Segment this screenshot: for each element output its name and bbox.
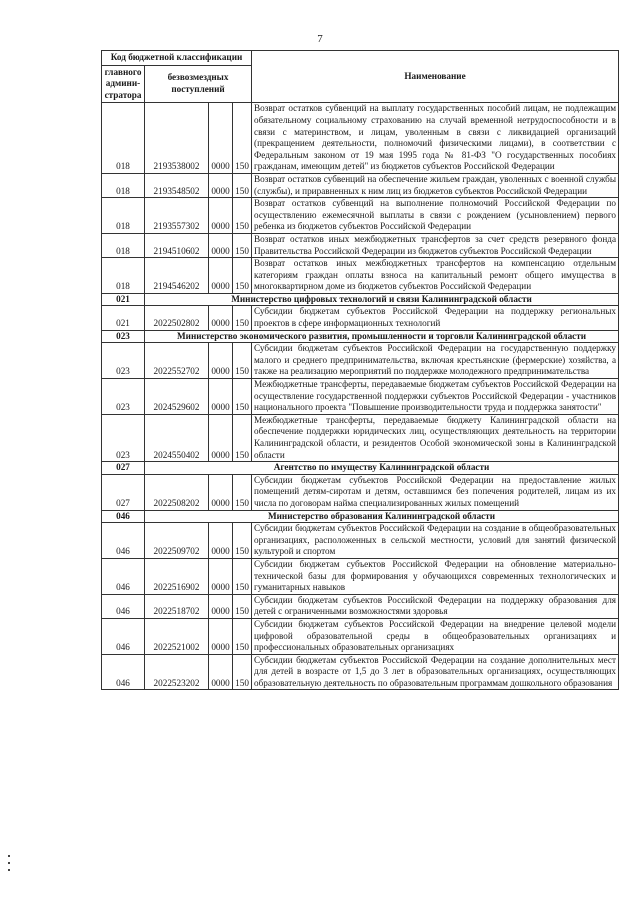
section-title: Агентство по имуществу Калининградской области: [145, 462, 619, 475]
admin-code: 018: [102, 258, 145, 294]
receipt-code: 2022518702: [145, 594, 209, 618]
kosgu-code: 150: [233, 258, 252, 294]
item-name: Возврат остатков иных межбюджетных трансфертов за счет средств резервного фонда Правительства Российской Федерации из бюджетов субъектов Российской Федерации: [252, 233, 619, 257]
section-title: Министерство экономического развития, промышленности и торговли Калининградской области: [145, 330, 619, 343]
program-code: 0000: [209, 474, 233, 510]
admin-code: 023: [102, 414, 145, 461]
kosgu-code: 150: [233, 474, 252, 510]
kosgu-code: 150: [233, 173, 252, 197]
admin-code: 046: [102, 594, 145, 618]
program-code: 0000: [209, 414, 233, 461]
program-code: 0000: [209, 594, 233, 618]
receipt-code: 2022508202: [145, 474, 209, 510]
item-name: Субсидии бюджетам субъектов Российской Федерации на создание дополнительных мест для детей в возрасте от 1,5 до 3 лет в образовательных организациях, осуществляющих образовательную деятельность по образовательным программам дошкольного образования: [252, 654, 619, 690]
item-name: Межбюджетные трансферты, передаваемые бюджетам субъектов Российской Федерации на осуществление государственной поддержки субъектов Российской Федерации - участников национального проекта "Повышение производительности труда и поддержка занятости": [252, 379, 619, 415]
program-code: 0000: [209, 306, 233, 330]
admin-code: 018: [102, 233, 145, 257]
item-name: Возврат остатков субвенций на выплату государственных пособий лицам, не подлежащим обязательному социальному страхованию на случай временной нетрудоспособности и в связи с материнством, и лицам, уволенным в связи с ликвидацией организаций (прекращением деятельности, полномочий физическими лицами), в соответствии с Федеральным законом от 19 мая 1995 года № 81-ФЗ "О государственных пособиях гражданам, имеющим детей" из бюджетов субъектов Российской Федерации: [252, 103, 619, 174]
kosgu-code: 150: [233, 306, 252, 330]
kosgu-code: 150: [233, 103, 252, 174]
item-name: Субсидии бюджетам субъектов Российской Федерации на государственную поддержку малого и среднего предпринимательства, включая крестьянские (фермерские) хозяйства, а также на реализацию мероприятий по поддержке молодежного предпринимательства: [252, 343, 619, 379]
item-name: Субсидии бюджетам субъектов Российской Федерации на внедрение целевой модели цифровой образовательной среды в общеобразовательных организациях и профессиональных образовательных организациях: [252, 618, 619, 654]
receipt-code: 2022502802: [145, 306, 209, 330]
admin-code: 018: [102, 103, 145, 174]
header-name: Наименование: [252, 51, 619, 103]
receipt-code: 2024550402: [145, 414, 209, 461]
table-row: [102, 306, 619, 330]
table-row: [102, 343, 619, 379]
kosgu-code: 150: [233, 198, 252, 234]
section-row: [102, 510, 619, 523]
admin-code: 023: [102, 330, 145, 343]
receipt-code: 2022509702: [145, 523, 209, 559]
admin-code: 018: [102, 173, 145, 197]
header-admin: главного админи-стратора: [102, 65, 145, 103]
program-code: 0000: [209, 523, 233, 559]
kosgu-code: 150: [233, 558, 252, 594]
table-row: [102, 654, 619, 690]
receipt-code: 2022523202: [145, 654, 209, 690]
program-code: 0000: [209, 258, 233, 294]
program-code: 0000: [209, 654, 233, 690]
table-row: [102, 414, 619, 461]
item-name: Возврат остатков субвенций на выполнение полномочий Российской Федерации по осуществлению ежемесячной выплаты в связи с рождением (усыновлением) первого ребенка из бюджетов субъектов Российской Федерации: [252, 198, 619, 234]
kosgu-code: 150: [233, 343, 252, 379]
header-receipts: безвозмездных поступлений: [145, 65, 252, 103]
admin-code: 046: [102, 654, 145, 690]
admin-code: 046: [102, 510, 145, 523]
section-title: Министерство образования Калининградской области: [145, 510, 619, 523]
table-row: [102, 198, 619, 234]
kosgu-code: 150: [233, 594, 252, 618]
admin-code: 027: [102, 462, 145, 475]
item-name: Субсидии бюджетам субъектов Российской Федерации на обновление материально-технической базы для формирования у обучающихся современных технологических и гуманитарных навыков: [252, 558, 619, 594]
admin-code: 023: [102, 343, 145, 379]
item-name: Возврат остатков иных межбюджетных трансфертов на компенсацию отдельным категориям граждан оплаты взноса на капитальный ремонт общего имущества в многоквартирном доме из бюджетов субъектов Российской Федерации: [252, 258, 619, 294]
section-title: Министерство цифровых технологий и связи Калининградской области: [145, 293, 619, 306]
kosgu-code: 150: [233, 414, 252, 461]
receipt-code: 2194546202: [145, 258, 209, 294]
kosgu-code: 150: [233, 379, 252, 415]
table-body: [102, 103, 619, 690]
table-row: [102, 594, 619, 618]
table-row: [102, 523, 619, 559]
program-code: 0000: [209, 618, 233, 654]
admin-code: 018: [102, 198, 145, 234]
admin-code: 027: [102, 474, 145, 510]
kosgu-code: 150: [233, 618, 252, 654]
program-code: 0000: [209, 558, 233, 594]
program-code: 0000: [209, 343, 233, 379]
section-row: [102, 462, 619, 475]
table-row: [102, 233, 619, 257]
kosgu-code: 150: [233, 523, 252, 559]
admin-code: 046: [102, 618, 145, 654]
table-row: [102, 618, 619, 654]
header-row-top: [102, 51, 619, 66]
item-name: Межбюджетные трансферты, передаваемые бюджету Калининградской области на обеспечение поддержки юридических лиц, осуществляющих деятельность на территории Калининградской области, и резидентов Особой экономической зоны в Калининградской области: [252, 414, 619, 461]
item-name: Возврат остатков субвенций на обеспечение жильем граждан, уволенных с военной службы (службы), и приравненных к ним лиц из бюджетов субъектов Российской Федерации: [252, 173, 619, 197]
header-group-label: Код бюджетной классификации: [102, 51, 252, 66]
receipt-code: 2022552702: [145, 343, 209, 379]
admin-code: 046: [102, 558, 145, 594]
item-name: Субсидии бюджетам субъектов Российской Федерации на поддержку региональных проектов в сфере информационных технологий: [252, 306, 619, 330]
admin-code: 023: [102, 379, 145, 415]
table-row: [102, 379, 619, 415]
admin-code: 021: [102, 293, 145, 306]
receipt-code: 2193538002: [145, 103, 209, 174]
program-code: 0000: [209, 379, 233, 415]
item-name: Субсидии бюджетам субъектов Российской Федерации на создание в общеобразовательных организациях, расположенных в сельской местности, условий для занятий физической культурой и спортом: [252, 523, 619, 559]
program-code: 0000: [209, 103, 233, 174]
scan-artifact: [8, 855, 10, 885]
program-code: 0000: [209, 198, 233, 234]
receipt-code: 2194510602: [145, 233, 209, 257]
admin-code: 046: [102, 523, 145, 559]
receipt-code: 2024529602: [145, 379, 209, 415]
program-code: 0000: [209, 173, 233, 197]
program-code: 0000: [209, 233, 233, 257]
kosgu-code: 150: [233, 654, 252, 690]
page-number: 7: [317, 33, 323, 45]
table-row: [102, 258, 619, 294]
receipt-code: 2193557302: [145, 198, 209, 234]
table-row: [102, 103, 619, 174]
budget-classification-table: [101, 50, 619, 690]
section-row: [102, 330, 619, 343]
kosgu-code: 150: [233, 233, 252, 257]
receipt-code: 2193548502: [145, 173, 209, 197]
item-name: Субсидии бюджетам субъектов Российской Федерации на поддержку образования для детей с ограниченными возможностями здоровья: [252, 594, 619, 618]
table-row: [102, 173, 619, 197]
section-row: [102, 293, 619, 306]
item-name: Субсидии бюджетам субъектов Российской Федерации на предоставление жилых помещений детям-сиротам и детям, оставшимся без попечения родителей, лицам из их числа по договорам найма специализированных жилых помещений: [252, 474, 619, 510]
admin-code: 021: [102, 306, 145, 330]
table-row: [102, 558, 619, 594]
receipt-code: 2022516902: [145, 558, 209, 594]
receipt-code: 2022521002: [145, 618, 209, 654]
table-row: [102, 474, 619, 510]
